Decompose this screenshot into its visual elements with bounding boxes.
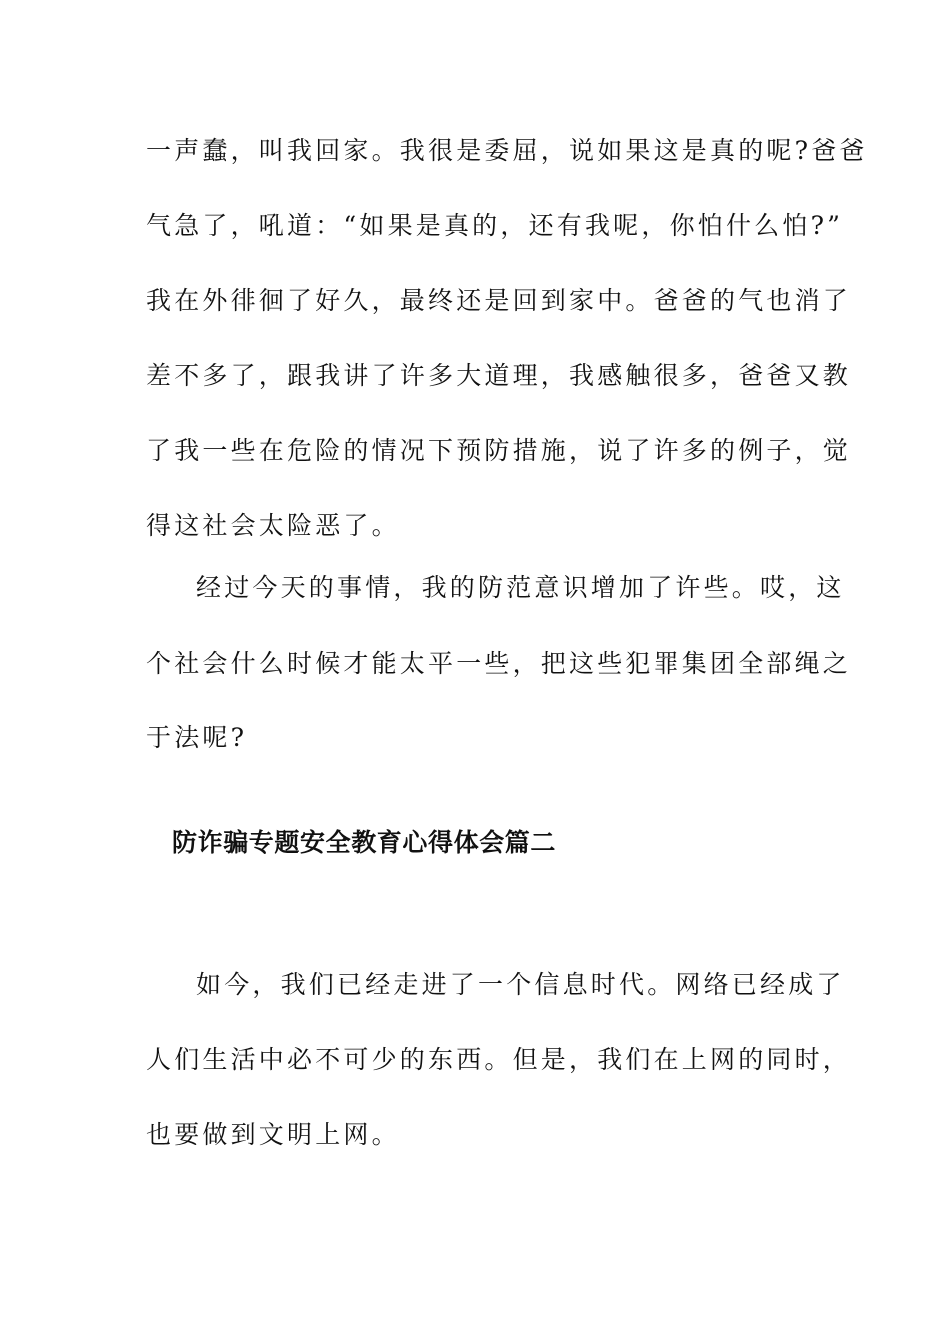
- paragraph-3-line-1: 如今，我们已经走进了一个信息时代。网络已经成了: [196, 970, 845, 999]
- paragraph-2-line-1: 经过今天的事情，我的防范意识增加了许些。哎，这: [196, 573, 845, 602]
- paragraph-1-line-2: 气急了，吼道：“如果是真的，还有我呢，你怕什么怕?”: [146, 211, 844, 240]
- paragraph-2-line-2: 个社会什么时候才能太平一些，把这些犯罪集团全部绳之: [146, 649, 852, 678]
- paragraph-3-line-2: 人们生活中必不可少的东西。但是，我们在上网的同时，: [146, 1045, 852, 1074]
- section-heading: 防诈骗专题安全教育心得体会篇二: [172, 828, 557, 857]
- paragraph-1-line-6: 得这社会太险恶了。: [146, 511, 400, 540]
- paragraph-1-line-5: 了我一些在危险的情况下预防措施，说了许多的例子，觉: [146, 436, 852, 465]
- paragraph-2-line-3: 于法呢?: [146, 723, 248, 752]
- paragraph-1-line-3: 我在外徘徊了好久，最终还是回到家中。爸爸的气也消了: [146, 286, 852, 315]
- paragraph-3-line-3: 也要做到文明上网。: [146, 1120, 400, 1149]
- paragraph-1-line-4: 差不多了，跟我讲了许多大道理，我感触很多，爸爸又教: [146, 361, 852, 390]
- paragraph-1-line-1: 一声蠢，叫我回家。我很是委屈，说如果这是真的呢?爸爸: [146, 136, 868, 165]
